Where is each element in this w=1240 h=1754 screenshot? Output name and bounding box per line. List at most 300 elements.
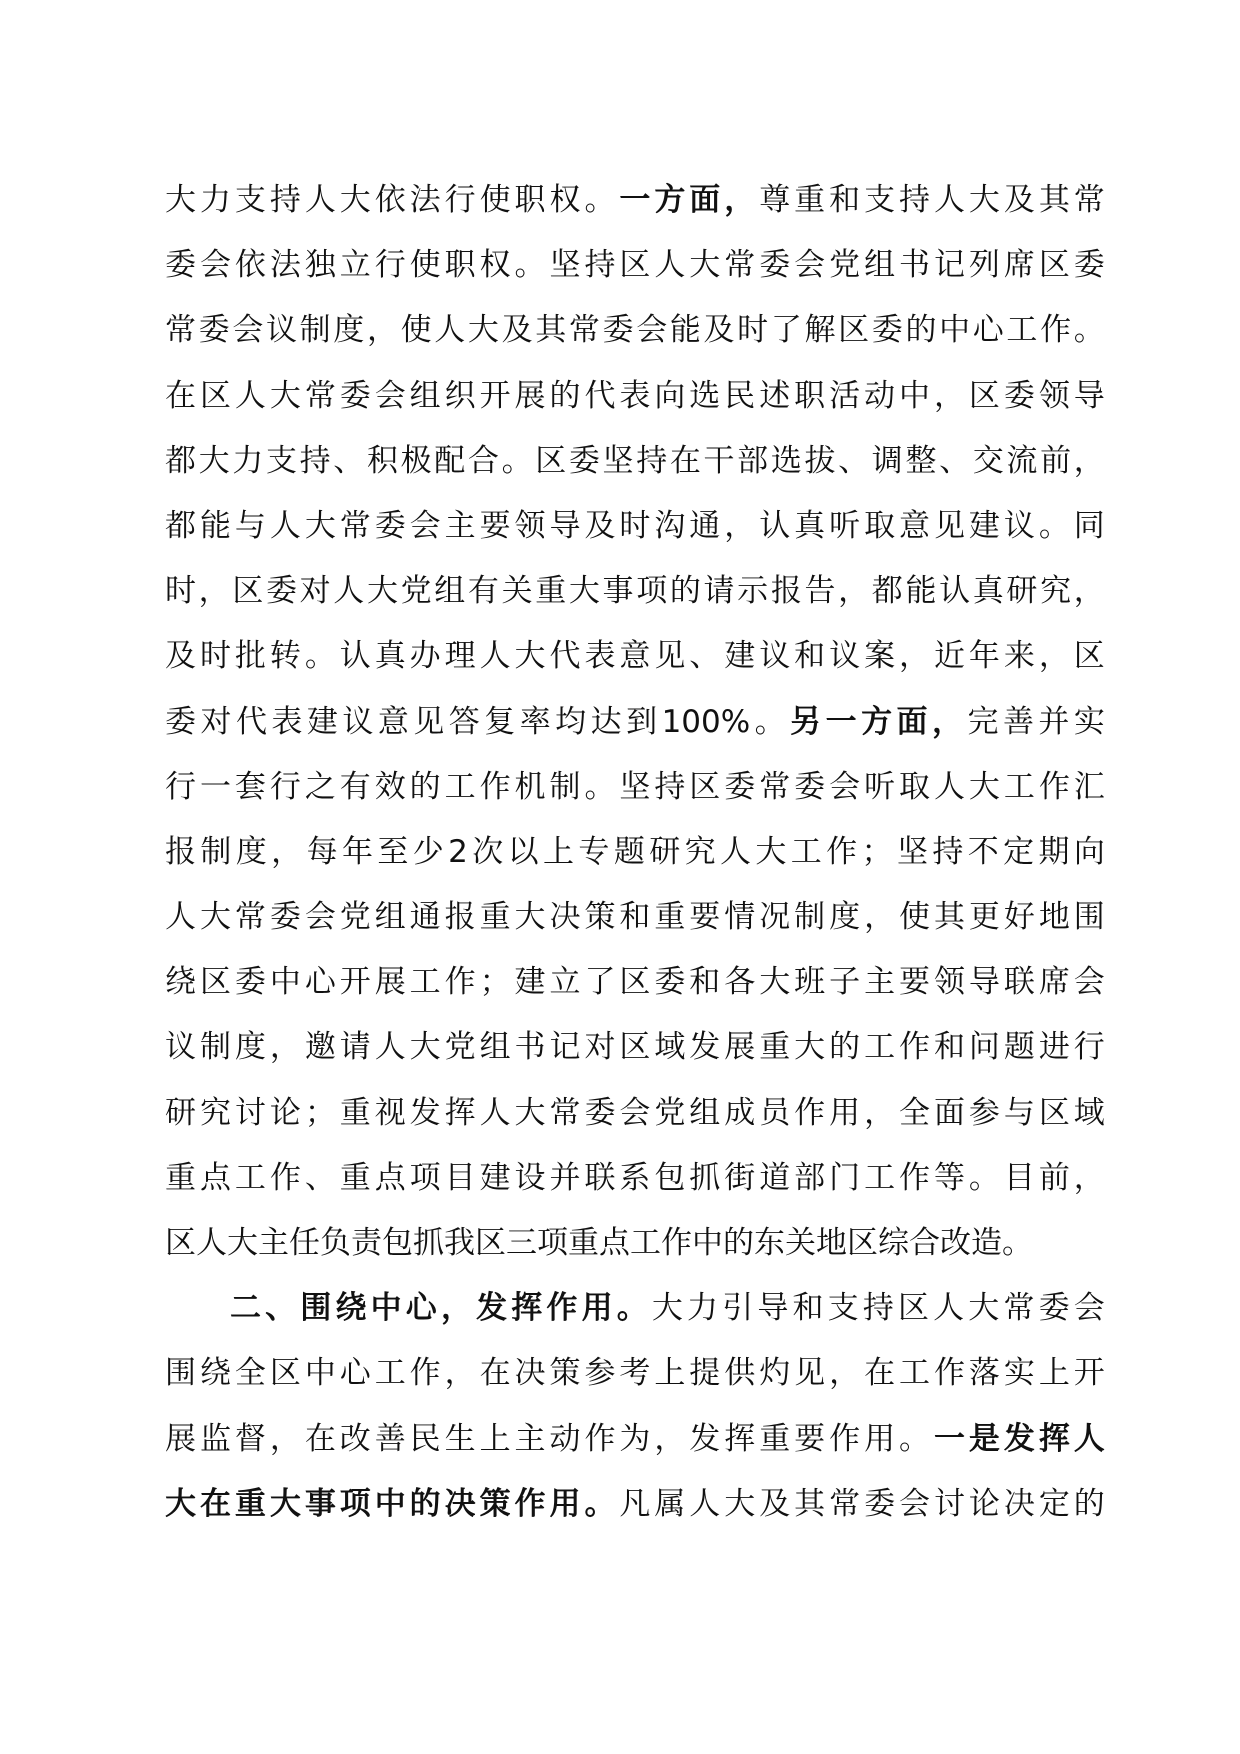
body-text: ， xyxy=(654,1420,686,1457)
body-text: 制 xyxy=(200,833,232,870)
text-line xyxy=(165,233,1105,298)
body-text: 重 xyxy=(568,1225,599,1261)
body-text: 点 xyxy=(599,1225,630,1261)
body-text: 会 xyxy=(899,1485,931,1522)
body-text: 力 xyxy=(687,1290,719,1327)
body-text: 挥 xyxy=(444,1094,476,1131)
body-text: 大 xyxy=(304,507,336,544)
bold-text: 的 xyxy=(409,1485,441,1522)
body-text: 领 xyxy=(933,964,965,1001)
body-text: 持 xyxy=(269,182,301,218)
body-text: 依 xyxy=(374,182,406,218)
body-text: 的 xyxy=(409,768,441,805)
body-text: 度 xyxy=(829,899,861,936)
body-text: 办 xyxy=(409,638,441,675)
body-text: 善 xyxy=(1002,703,1034,740)
body-text: 记 xyxy=(933,247,965,284)
body-text: 沟 xyxy=(654,507,686,544)
body-text: 。 xyxy=(1073,312,1105,349)
body-text: 大 xyxy=(165,182,196,218)
text-line xyxy=(165,1015,1105,1080)
body-text: 负 xyxy=(320,1225,351,1261)
body-text: 次 xyxy=(472,833,504,870)
body-text: 织 xyxy=(444,377,476,414)
body-text: 并 xyxy=(549,1159,581,1196)
body-text: 组 xyxy=(689,1094,721,1131)
body-text: 作 xyxy=(1040,312,1072,349)
body-text: 目 xyxy=(444,1159,476,1196)
body-text: 立 xyxy=(339,247,371,284)
body-text: 请 xyxy=(703,573,735,610)
body-text: 更 xyxy=(968,899,1000,936)
body-text: 党 xyxy=(400,573,432,610)
body-text: 取 xyxy=(899,768,931,805)
bold-text: 中 xyxy=(374,1485,406,1522)
body-text: 主 xyxy=(258,1225,289,1261)
body-text: 包 xyxy=(382,1225,413,1261)
body-text: 参 xyxy=(584,1355,616,1392)
body-text: ， xyxy=(198,573,230,610)
text-line xyxy=(165,690,1105,755)
body-text: 完 xyxy=(967,703,999,740)
body-text: 情 xyxy=(724,899,756,936)
bold-text: 作 xyxy=(514,1485,546,1522)
body-text: 报 xyxy=(165,833,196,870)
bold-text: 绕 xyxy=(335,1290,367,1327)
body-text: 在 xyxy=(165,377,196,414)
body-text: 建 xyxy=(479,1159,511,1196)
body-text: 达 xyxy=(590,703,622,740)
body-text: 到 xyxy=(626,703,658,740)
body-text: 答 xyxy=(448,703,480,740)
body-text: 列 xyxy=(968,247,1000,284)
body-text: 全 xyxy=(899,1094,931,1131)
body-text: 意 xyxy=(619,638,651,675)
body-text: 题 xyxy=(1003,1029,1035,1066)
body-text: 作 xyxy=(409,1355,441,1392)
body-text: 导 xyxy=(757,1290,789,1327)
body-text: 依 xyxy=(234,247,266,284)
body-text: 干 xyxy=(703,442,735,479)
body-text: 近 xyxy=(933,638,965,675)
text-line xyxy=(165,885,1105,950)
body-text: 委 xyxy=(165,247,196,284)
body-text: 主 xyxy=(514,1420,546,1457)
body-text: 督 xyxy=(234,1420,266,1457)
body-text: 心 xyxy=(972,312,1004,349)
body-text: 汇 xyxy=(1073,768,1105,805)
body-text: 作 xyxy=(933,1355,965,1392)
body-text: 要 xyxy=(794,1420,826,1457)
body-text: 区 xyxy=(165,1225,196,1261)
body-text: 目 xyxy=(1003,1159,1035,1196)
body-text: 会 xyxy=(619,1094,651,1131)
body-text: 中 xyxy=(692,1225,723,1261)
body-text: 考 xyxy=(619,1355,651,1392)
body-text: 人 xyxy=(479,1094,511,1131)
body-text: 议 xyxy=(829,638,861,675)
body-text: 开 xyxy=(339,964,371,1001)
body-text: 使 xyxy=(409,247,441,284)
body-text: 支 xyxy=(265,442,297,479)
body-text: 委 xyxy=(339,377,371,414)
body-text: 常 xyxy=(304,377,336,414)
body-text: 地 xyxy=(1038,899,1070,936)
body-text: 导 xyxy=(1073,377,1105,414)
body-text: 项 xyxy=(409,1159,441,1196)
bold-text: 一 xyxy=(825,703,857,740)
body-text: 用 xyxy=(864,1420,896,1457)
body-text: 提 xyxy=(689,1355,721,1392)
body-text: 围 xyxy=(1073,899,1105,936)
body-text: 力 xyxy=(232,442,264,479)
body-text: 持 xyxy=(932,833,964,870)
body-text: 持 xyxy=(899,182,931,218)
body-text: 重 xyxy=(759,1420,791,1457)
body-text: 。 xyxy=(899,1420,931,1457)
body-text: 真 xyxy=(794,507,826,544)
body-text: 及 xyxy=(1003,182,1035,218)
body-text: 动 xyxy=(864,377,896,414)
body-text: 区 xyxy=(619,964,651,1001)
body-text: 套 xyxy=(234,768,266,805)
bold-text: 一 xyxy=(619,182,651,218)
body-text: 。 xyxy=(584,182,616,218)
body-text: 区 xyxy=(199,964,231,1001)
body-text: 坚 xyxy=(619,768,651,805)
body-text: 民 xyxy=(409,1420,441,1457)
body-text: 绕 xyxy=(165,964,196,1001)
body-text: 见 xyxy=(933,507,965,544)
body-text: 委 xyxy=(1038,1290,1070,1327)
body-text: 讨 xyxy=(234,1094,266,1131)
bold-text: 用 xyxy=(581,1290,613,1327)
body-text: 表 xyxy=(619,377,651,414)
body-text: 区 xyxy=(199,377,231,414)
bold-text: 用 xyxy=(549,1485,581,1522)
bold-text: 挥 xyxy=(1038,1420,1070,1457)
body-text: 绕 xyxy=(199,1355,231,1392)
body-text: 区 xyxy=(968,377,1000,414)
body-text: 权 xyxy=(549,182,581,218)
body-text: 行 xyxy=(374,247,406,284)
body-text: 法 xyxy=(409,182,441,218)
bold-text: 人 xyxy=(1073,1420,1105,1457)
body-text: 大 xyxy=(514,899,546,936)
body-text: 之 xyxy=(304,768,336,805)
body-text: 工 xyxy=(790,833,822,870)
body-text: 案 xyxy=(864,638,896,675)
body-text: 策 xyxy=(584,899,616,936)
body-text: 策 xyxy=(549,1355,581,1392)
text-line xyxy=(165,298,1105,363)
body-text: 抓 xyxy=(689,1159,721,1196)
body-text: 组 xyxy=(479,1029,511,1066)
body-text: 作 xyxy=(899,1029,931,1066)
body-text: 和 xyxy=(689,964,721,1001)
body-text: 代 xyxy=(235,703,267,740)
body-text: 作 xyxy=(479,768,511,805)
body-text: 委 xyxy=(654,964,686,1001)
body-text: 委 xyxy=(265,573,297,610)
body-text: 行 xyxy=(165,768,196,805)
body-text: 大 xyxy=(514,1094,546,1131)
body-text: 展 xyxy=(514,377,546,414)
body-text: 不 xyxy=(967,833,999,870)
body-text: 均 xyxy=(555,703,587,740)
body-text: 作 xyxy=(444,964,476,1001)
body-text: 发 xyxy=(689,1029,721,1066)
body-text: 报 xyxy=(444,899,476,936)
body-text: 班 xyxy=(794,964,826,1001)
body-text: 导 xyxy=(549,507,581,544)
body-text: 。 xyxy=(501,442,533,479)
body-text: 代 xyxy=(549,638,581,675)
body-text: 人 xyxy=(434,312,466,349)
body-text: 前 xyxy=(1038,1159,1070,1196)
body-text: 关 xyxy=(501,573,533,610)
body-text: 工 xyxy=(1003,768,1035,805)
body-text: 期 xyxy=(1038,833,1070,870)
body-text: 委 xyxy=(724,768,756,805)
body-text: ； xyxy=(479,964,511,1001)
body-text: 议 xyxy=(265,312,297,349)
body-text: 力 xyxy=(199,182,231,218)
body-text: 人 xyxy=(269,507,301,544)
bold-text: 。 xyxy=(584,1485,616,1522)
body-text: 上 xyxy=(1038,1355,1070,1392)
body-text: 究 xyxy=(684,833,716,870)
body-text: 中 xyxy=(304,1355,336,1392)
body-text: 通 xyxy=(689,507,721,544)
body-text: 工 xyxy=(1006,312,1038,349)
body-text: 支 xyxy=(234,182,266,218)
body-text: 活 xyxy=(829,377,861,414)
body-text: 书 xyxy=(514,1029,546,1066)
body-text: 人 xyxy=(719,833,751,870)
body-text: 区 xyxy=(535,442,567,479)
document-body xyxy=(165,168,1105,1537)
body-text: ， xyxy=(269,1029,301,1066)
body-text: 重 xyxy=(165,1159,196,1196)
body-text: 认 xyxy=(759,507,791,544)
body-text: ， xyxy=(1038,638,1070,675)
body-text: 大 xyxy=(199,899,231,936)
text-line xyxy=(165,1472,1105,1537)
bold-text: 方 xyxy=(861,703,893,740)
body-text: 拔 xyxy=(804,442,836,479)
body-text: 表 xyxy=(584,638,616,675)
bold-text: 。 xyxy=(616,1290,648,1327)
bold-text: 是 xyxy=(968,1420,1000,1457)
body-text: 常 xyxy=(549,1094,581,1131)
body-text: 究 xyxy=(1040,573,1072,610)
text-line xyxy=(165,1407,1105,1472)
body-text: 独 xyxy=(304,247,336,284)
body-text: ， xyxy=(864,1094,896,1131)
body-text: 灼 xyxy=(759,1355,791,1392)
body-text: 意 xyxy=(377,703,409,740)
body-text: 坚 xyxy=(896,833,928,870)
body-text: 善 xyxy=(374,1420,406,1457)
body-text: 使 xyxy=(479,182,511,218)
body-text: ， xyxy=(933,377,965,414)
body-text: 研 xyxy=(649,833,681,870)
body-text: 、 xyxy=(939,442,971,479)
body-text: 大 xyxy=(269,377,301,414)
body-text: 、 xyxy=(689,638,721,675)
body-text: 议 xyxy=(165,1029,196,1066)
body-text: 大 xyxy=(968,1290,1000,1327)
body-text: 在 xyxy=(864,1355,896,1392)
body-text: 常 xyxy=(234,899,266,936)
bold-text: 方 xyxy=(654,182,686,218)
body-text: 落 xyxy=(968,1355,1000,1392)
body-text: 关 xyxy=(785,1225,816,1261)
body-text: 表 xyxy=(271,703,303,740)
body-text: 区 xyxy=(619,1029,651,1066)
body-text: 凡 xyxy=(619,1485,651,1522)
body-text: 人 xyxy=(654,247,686,284)
body-text: 职 xyxy=(444,247,476,284)
body-text: 研 xyxy=(165,1094,196,1131)
body-text: 会 xyxy=(304,899,336,936)
body-text: 工 xyxy=(234,1159,266,1196)
body-text: 大 xyxy=(568,573,600,610)
body-text: 立 xyxy=(549,964,581,1001)
body-text: 人 xyxy=(234,377,266,414)
body-text: 的 xyxy=(669,573,701,610)
body-text: 。 xyxy=(968,1159,1000,1196)
body-text: 制 xyxy=(199,1029,231,1066)
body-text: 其 xyxy=(535,312,567,349)
body-text: 时 xyxy=(619,507,651,544)
body-text: 度 xyxy=(333,312,365,349)
body-text: 面 xyxy=(933,1094,965,1131)
text-line xyxy=(165,820,1105,885)
body-text: 。 xyxy=(584,768,616,805)
body-text: 2 xyxy=(448,833,468,870)
body-text: 了 xyxy=(584,964,616,1001)
body-text: 大 xyxy=(968,768,1000,805)
body-text: 都 xyxy=(165,442,196,479)
body-text: 决 xyxy=(1003,1485,1035,1522)
body-text: 项 xyxy=(537,1225,568,1261)
body-text: 组 xyxy=(434,573,466,610)
body-text: 委 xyxy=(1073,247,1105,284)
body-text: 时 xyxy=(199,638,231,675)
body-text: 议 xyxy=(759,638,791,675)
body-text: 真 xyxy=(374,638,406,675)
text-line xyxy=(165,1146,1105,1211)
body-text: 的 xyxy=(549,377,581,414)
body-text: 要 xyxy=(899,964,931,1001)
bold-text: 在 xyxy=(199,1485,231,1522)
body-text: 认 xyxy=(339,638,371,675)
body-text: 定 xyxy=(1038,1485,1070,1522)
body-text: 大 xyxy=(227,1225,258,1261)
body-text: 视 xyxy=(374,1094,406,1131)
body-text: 大 xyxy=(198,442,230,479)
body-text: 流 xyxy=(1006,442,1038,479)
body-text: 前 xyxy=(1040,442,1072,479)
body-text: 定 xyxy=(1003,833,1035,870)
body-text: 大 xyxy=(724,1485,756,1522)
body-text: 委 xyxy=(871,312,903,349)
body-text: 重 xyxy=(479,899,511,936)
body-text: 要 xyxy=(689,899,721,936)
body-text: 作 xyxy=(661,1225,692,1261)
body-text: 会 xyxy=(1073,964,1105,1001)
body-text: 究 xyxy=(199,1094,231,1131)
body-text: 引 xyxy=(722,1290,754,1327)
body-text: 都 xyxy=(165,507,196,544)
body-text: 。 xyxy=(514,247,546,284)
body-text: 的 xyxy=(723,1225,754,1261)
body-text: 委 xyxy=(165,703,196,740)
body-text: 、 xyxy=(304,1159,336,1196)
body-text: 供 xyxy=(724,1355,756,1392)
body-text: 述 xyxy=(759,377,791,414)
body-text: 持 xyxy=(654,768,686,805)
body-text: 坚 xyxy=(602,442,634,479)
body-text: 其 xyxy=(794,1485,826,1522)
body-text: 作 xyxy=(794,1094,826,1131)
body-text: ， xyxy=(899,638,931,675)
body-text: 主 xyxy=(864,964,896,1001)
body-text: 委 xyxy=(198,312,230,349)
body-text: 常 xyxy=(568,312,600,349)
body-text: 中 xyxy=(939,312,971,349)
body-text: ， xyxy=(269,1420,301,1457)
body-text: 论 xyxy=(269,1094,301,1131)
body-text: 持 xyxy=(584,247,616,284)
body-text: 都 xyxy=(871,573,903,610)
body-text: 与 xyxy=(234,507,266,544)
body-text: 复 xyxy=(484,703,516,740)
body-text: 委 xyxy=(568,442,600,479)
body-text: 领 xyxy=(1038,377,1070,414)
body-text: 委 xyxy=(269,899,301,936)
body-text: 常 xyxy=(165,312,196,349)
body-text: 区 xyxy=(847,1225,878,1261)
body-text: 挥 xyxy=(724,1420,756,1457)
body-text: 支 xyxy=(827,1290,859,1327)
body-text: 认 xyxy=(939,573,971,610)
body-text: 及 xyxy=(759,1485,791,1522)
body-text: 行 xyxy=(444,182,476,218)
body-text: 展 xyxy=(724,1029,756,1066)
bold-text: 发 xyxy=(476,1290,508,1327)
bold-text: 决 xyxy=(444,1485,476,1522)
body-text: 主 xyxy=(444,507,476,544)
body-text: 席 xyxy=(1038,964,1070,1001)
body-text: 时 xyxy=(165,573,196,610)
bold-text: 围 xyxy=(300,1290,332,1327)
bold-text: ， xyxy=(932,703,964,740)
body-text: 工 xyxy=(444,768,476,805)
body-text: 委 xyxy=(602,312,634,349)
body-text: 好 xyxy=(1003,899,1035,936)
body-text: 党 xyxy=(339,899,371,936)
body-text: 要 xyxy=(479,507,511,544)
body-text: 与 xyxy=(1003,1094,1035,1131)
body-text: 区 xyxy=(838,312,870,349)
bold-text: ， xyxy=(440,1290,472,1327)
body-text: 常 xyxy=(339,507,371,544)
body-text: ； xyxy=(861,833,893,870)
body-text: 部 xyxy=(737,442,769,479)
